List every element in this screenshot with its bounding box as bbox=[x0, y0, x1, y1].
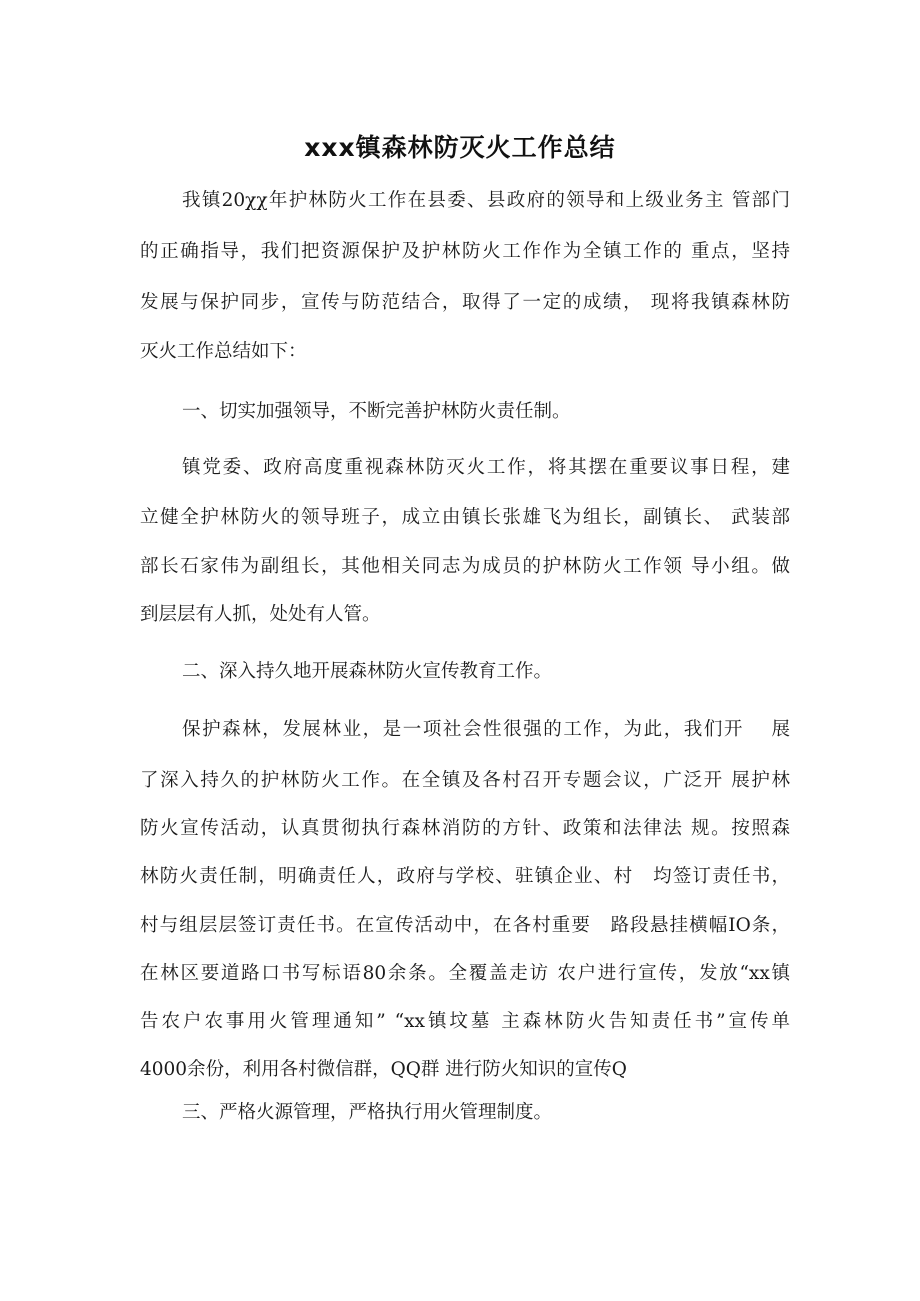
paragraph-line: 4000余份，利用各村微信群，QQ群 进行防火知识的宣传Q bbox=[140, 1059, 627, 1080]
paragraph-line: 立健全护林防火的领导班子，成立由镇长张雄飞为组长，副镇长、 武装部 bbox=[140, 507, 790, 528]
paragraph-line: 我镇20χχ年护林防火工作在县委、县政府的领导和上级业务主 管部门 bbox=[182, 190, 790, 211]
document-title: xxx镇森林防灭火工作总结 bbox=[304, 133, 616, 162]
paragraph-line: 到层层有人抓，处处有人管。 bbox=[140, 604, 381, 625]
paragraph-line: 在林区要道路口书写标语80余条。全覆盖走访 农户进行宣传，发放“xx镇 bbox=[140, 963, 790, 984]
paragraph-line: 部长石家伟为副组长，其他相关同志为成员的护林防火工作领 导小组。做 bbox=[140, 556, 790, 577]
paragraph-line: 了深入持久的护林防火工作。在全镇及各村召开专题会议，广泛开 展护林 bbox=[140, 770, 790, 791]
paragraph-line: 防火宣传活动，认真贯彻执行森林消防的方针、政策和法律法 规。按照森 bbox=[140, 818, 790, 839]
paragraph-line: 灭火工作总结如下： bbox=[140, 341, 307, 362]
section-heading: 二、深入持久地开展森林防火宣传教育工作。 bbox=[182, 661, 553, 682]
paragraph-line: 镇党委、政府高度重视森林防灭火工作，将其摆在重要议事日程，建 bbox=[182, 457, 790, 478]
paragraph-line: 村与组层层签订责任书。在宣传活动中，在各村重要 路段悬挂横幅IO条， bbox=[140, 915, 790, 936]
paragraph-line: 保护森林，发展林业，是一项社会性很强的工作，为此，我们开 展 bbox=[182, 719, 790, 740]
paragraph-line: 林防火责任制，明确责任人，政府与学校、驻镇企业、村 均签订责任书， bbox=[140, 866, 790, 887]
paragraph-line: 告农户农事用火管理通知” “xx镇坟墓 主森林防火告知责任书”宣传单 bbox=[140, 1011, 790, 1032]
paragraph-line: 发展与保护同步，宣传与防范结合，取得了一定的成绩， 现将我镇森林防 bbox=[140, 292, 790, 313]
section-heading: 一、切实加强领导，不断完善护林防火责任制。 bbox=[182, 401, 571, 422]
paragraph-line: 的正确指导，我们把资源保护及护林防火工作作为全镇工作的 重点，坚持 bbox=[140, 241, 790, 262]
section-heading: 三、严格火源管理，严格执行用火管理制度。 bbox=[182, 1102, 553, 1123]
